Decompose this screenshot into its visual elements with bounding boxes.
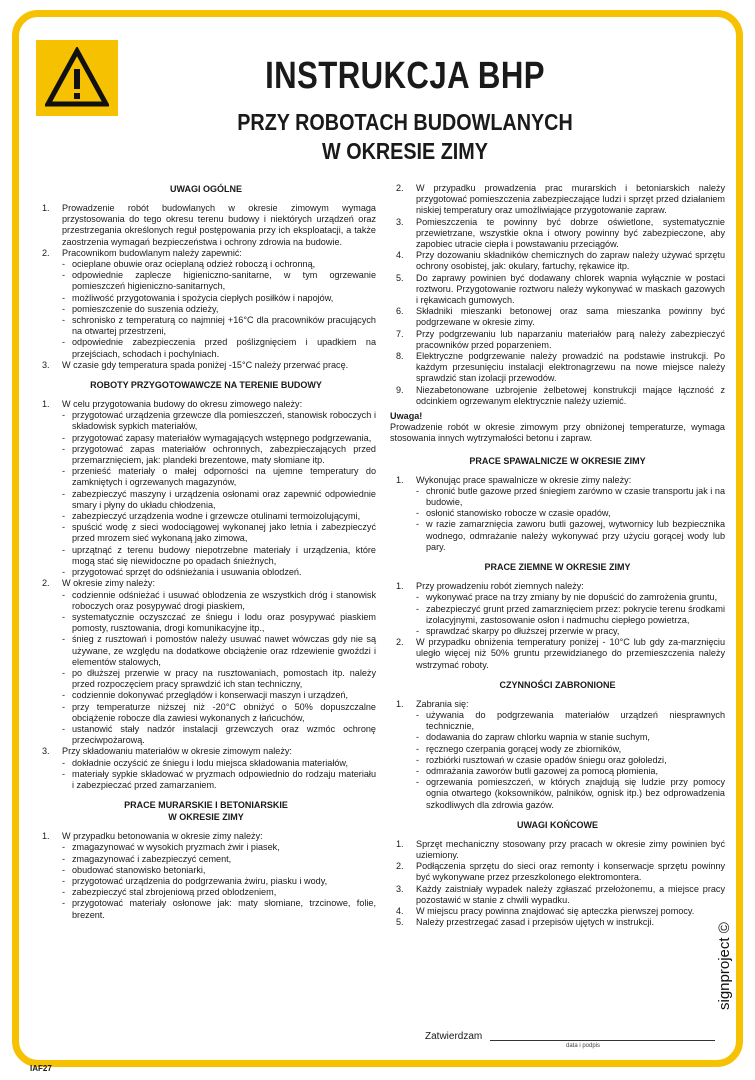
list-item	[390, 917, 725, 928]
list-item	[390, 839, 725, 861]
dash-bullet: -	[62, 634, 66, 645]
sub-item-text: ocieplane obuwie oraz ocieplaną odzież roboczą i ochronną,	[72, 259, 316, 270]
sub-item	[62, 304, 376, 315]
sub-item-text: śnieg z rusztowań i pomostów należy usuwać nawet wówczas gdy nie są używane, ze względu na dodatkowe obciążenie oraz rdzewienie gwoździ i elementów stalowych,	[72, 634, 376, 667]
item-text-wrap	[416, 329, 725, 351]
item-text: Pomieszczenia te powinny być dobrze oświetlone, systematycznie przewietrzane, wszystkie okna i otwory powinny być zabezpieczone, aby zapobiec utracie ciepła i powstawaniu przeciągów.	[416, 216, 725, 250]
sub-item-text: dodawania do zapraw chlorku wapnia w stanie suchym,	[426, 732, 650, 743]
sub-item	[62, 337, 376, 359]
subtitle-line: PRZY ROBOTACH BUDOWLANYCH	[237, 109, 573, 135]
dash-bullet: -	[62, 443, 66, 454]
list-item	[390, 273, 725, 307]
page-title: INSTRUKCJA BHP	[265, 55, 545, 97]
sub-item-text: systematycznie oczyszczać ze śniegu i lodu oraz posypywać piaskiem pomosty, rusztowania, drogi komunikacyjne itp.,	[72, 611, 376, 634]
sub-item	[62, 876, 376, 887]
item-text-wrap	[416, 250, 725, 272]
list-item	[390, 475, 725, 553]
sub-item	[62, 854, 376, 865]
sub-item-text: obudować stanowisko betoniarki,	[72, 864, 206, 875]
item-text-wrap	[416, 273, 725, 307]
sub-item-text: używania do podgrzewania materiałów urządzeń niesprawnych technicznie,	[426, 709, 725, 732]
dash-bullet: -	[62, 875, 66, 886]
sub-item	[62, 259, 376, 270]
dash-bullet: -	[62, 270, 66, 281]
dash-bullet: -	[62, 864, 66, 875]
item-text: Przy podgrzewaniu lub naparzaniu materiałów parą należy zabezpieczyć pracowników przed poparzeniem.	[416, 328, 725, 350]
sub-item	[62, 466, 376, 488]
sub-item	[416, 486, 725, 508]
sub-item	[62, 590, 376, 612]
item-number: 4.	[396, 905, 404, 916]
sub-item	[62, 702, 376, 724]
sub-item-text: codziennie odśnieżać i usuwać oblodzenia ze wszystkich dróg i stanowisk roboczych oraz posypywać drogi piaskiem,	[72, 589, 376, 611]
list-item	[390, 385, 725, 407]
dash-bullet: -	[416, 765, 420, 776]
dash-bullet: -	[416, 519, 420, 530]
right-column-sections	[390, 455, 725, 929]
sub-item-text: ogrzewania pomieszczeń, w których znajdują się ludzie przy pomocy ognia otwartego (koksowników, palników, ognisk itp.) bez odprowadzenia szkodliwych dla zdrowia gazów.	[426, 777, 725, 810]
warning-sign	[36, 40, 118, 116]
item-text: Należy przestrzegać zasad i przepisów ujętych w instrukcji.	[416, 917, 655, 928]
item-number: 2.	[396, 637, 404, 648]
sub-item	[416, 732, 725, 743]
sub-item-text: odpowiednie zabezpieczenia przed poślizgnięciem i upadkiem na przejściach, schodach i pochylniach.	[72, 337, 376, 359]
sub-item	[416, 592, 725, 603]
sub-item	[416, 604, 725, 626]
sub-item-text: codziennie dokonywać przeglądów i konserwacji maszyn i urządzeń,	[72, 690, 348, 701]
list-item	[390, 884, 725, 906]
item-text: Przy składowaniu materiałów w okresie zimowym należy:	[62, 746, 292, 757]
list-item	[390, 581, 725, 637]
right-column-list	[390, 183, 725, 407]
sub-item	[62, 690, 376, 701]
list-item	[390, 906, 725, 917]
sub-item-text: przygotować zapasy materiałów wymagających wstępnego podgrzewania,	[72, 432, 372, 443]
sub-item	[416, 777, 725, 811]
dash-bullet: -	[62, 842, 66, 853]
dash-bullet: -	[416, 625, 420, 636]
sub-item-text: przygotować urządzenia grzewcze dla pomieszczeń, stanowisk roboczych i składowisk sypkich materiałów,	[72, 410, 376, 432]
list-item	[390, 699, 725, 811]
item-text-wrap	[62, 399, 376, 578]
dash-bullet: -	[62, 768, 66, 779]
item-text: Elektryczne podgrzewanie należy prowadzić na podstawie instrukcji. Po każdym przesunięciu instalacji elektronagrzewu na nowe miejsce należy sprawdzić stan izolacji przewodów.	[416, 351, 725, 384]
sub-item-text: przenieść materiały o małej odporności na ujemne temperatury do zamkniętych i ogrzewanych magazynów,	[72, 466, 376, 488]
item-text-wrap	[62, 360, 376, 371]
list-item	[390, 351, 725, 385]
sub-item-text: sprawdzać skarpy po dłuższej przerwie w pracy,	[426, 625, 620, 636]
left-column	[36, 183, 376, 921]
signature-line	[490, 1040, 715, 1041]
sub-item	[416, 710, 725, 732]
dash-bullet: -	[416, 603, 420, 614]
item-number: 2.	[396, 861, 404, 872]
sub-item	[62, 410, 376, 432]
sub-item-text: zabezpieczyć urządzenia wodne i grzewcze otulinami termoizolującymi,	[72, 511, 361, 522]
item-number: 8.	[396, 351, 404, 362]
sub-item-text: ustanowić stały nadzór instalacji grzewczych oraz wzmóc ochronę przeciwpożarową.	[72, 723, 376, 746]
item-text-wrap	[62, 248, 376, 360]
item-text: Wykonując prace spawalnicze w okresie zimy należy:	[416, 474, 632, 485]
list-item	[390, 637, 725, 671]
sub-item	[62, 433, 376, 444]
dash-bullet: -	[62, 259, 66, 270]
item-text-wrap	[416, 839, 725, 861]
sub-item-text: wykonywać prace na trzy zmiany by nie dopuścić do zamrożenia gruntu,	[426, 592, 718, 603]
sub-item	[62, 567, 376, 578]
sub-item	[62, 489, 376, 511]
dash-bullet: -	[62, 511, 66, 522]
sub-item	[62, 612, 376, 634]
item-text: Każdy zaistniały wypadek należy zgłaszać przełożonemu, a miejsce pracy pozostawić w stanie z chwili wypadku.	[416, 883, 725, 905]
item-number: 2.	[42, 247, 50, 258]
item-text-wrap	[416, 906, 725, 917]
item-text-wrap	[416, 699, 725, 811]
sub-item-text: zabezpieczyć maszyny i urządzenia osłonami oraz zapewnić odpowiednie smary i płyny do układu chłodzenia,	[72, 488, 376, 510]
dash-bullet: -	[62, 292, 66, 303]
item-text: Przy dozowaniu składników chemicznych do zapraw należy używać sprzętu ochrony osobistej, jak: okulary, fartuchy, rękawice itp.	[416, 250, 725, 272]
subtitle-line: W OKRESIE ZIMY	[322, 138, 488, 164]
dash-bullet: -	[62, 522, 66, 533]
item-number: 1.	[42, 831, 50, 842]
dash-bullet: -	[416, 592, 420, 603]
item-text-wrap	[62, 746, 376, 791]
dash-bullet: -	[62, 466, 66, 477]
sub-item-text: dokładnie oczyścić ze śniegu i lodu miejsca składowania materiałów,	[72, 757, 348, 768]
list-item	[36, 248, 376, 360]
sub-item	[62, 634, 376, 668]
item-text: W przypadku betonowania w okresie zimy należy:	[62, 831, 263, 842]
list-item	[36, 578, 376, 746]
section-heading: PRACE MURARSKIE I BETONIARSKIE W OKRESIE ZIMY	[124, 800, 288, 823]
item-text-wrap	[416, 306, 725, 328]
item-text: Do zaprawy powinien być dodawany chlorek wapnia wyłącznie w postaci roztworu. Przygotowanie roztworu należy wykonywać w maskach gazowych i rękawicach gumowych.	[416, 272, 725, 306]
item-text: W celu przygotowania budowy do okresu zimowego należy:	[62, 399, 303, 410]
dash-bullet: -	[416, 754, 420, 765]
note-text: Prowadzenie robót w okresie zimowym przy obniżonej temperaturze, wymaga stosowania innych wytrzymałości betonu i zapraw.	[390, 422, 725, 444]
section-heading: CZYNNOŚCI ZABRONIONE	[499, 679, 616, 690]
section-heading: UWAGI KOŃCOWE	[517, 819, 598, 830]
item-text: Niezabetonowane uzbrojenie żelbetowej konstrukcji mające łączność z odcinkiem ogrzewanym elektrycznie należy uziemić.	[416, 384, 725, 406]
item-text-wrap	[416, 351, 725, 385]
item-text-wrap	[416, 475, 725, 553]
dash-bullet: -	[62, 690, 66, 701]
sub-item-text: osłonić stanowisko robocze w czasie opadów,	[426, 508, 611, 519]
dash-bullet: -	[62, 589, 66, 600]
item-text: Sprzęt mechaniczny stosowany przy pracach w okresie zimy powinien być uziemiony.	[416, 838, 725, 860]
item-text: Przy prowadzeniu robót ziemnych należy:	[416, 581, 584, 592]
item-text: W okresie zimy należy:	[62, 578, 155, 589]
item-text-wrap	[62, 831, 376, 921]
sub-item	[62, 887, 376, 898]
item-number: 5.	[396, 272, 404, 283]
dash-bullet: -	[62, 303, 66, 314]
item-text-wrap	[416, 581, 725, 637]
sub-item	[62, 270, 376, 292]
dash-bullet: -	[62, 757, 66, 768]
sub-item-text: zabezpieczyć grunt przed zamarznięciem przez: pokrycie terenu środkami izolacyjnymi, zastosowanie osłon i nadmuchu ciepłego powietrza,	[426, 603, 725, 625]
item-text: W przypadku obniżenia temperatury poniżej - 10°C lub gdy za-marznięciu uległo więcej niż 50% gruntu przewidzianego do przemieszczenia należy wstrzymać roboty.	[416, 637, 725, 670]
dash-bullet: -	[62, 667, 66, 678]
item-number: 1.	[42, 399, 50, 410]
item-number: 2.	[396, 183, 404, 193]
dash-bullet: -	[62, 723, 66, 734]
item-number: 4.	[396, 250, 404, 261]
sub-item-text: przygotować sprzęt do odśnieżania i usuwania oblodzeń.	[72, 567, 302, 578]
dash-bullet: -	[62, 315, 66, 326]
item-number: 5.	[396, 917, 404, 928]
sub-item	[416, 626, 725, 637]
page-subtitle	[160, 108, 650, 166]
sub-item	[62, 444, 376, 466]
sub-item	[62, 293, 376, 304]
dash-bullet: -	[62, 898, 66, 909]
sub-item-text: uprzątnąć z terenu budowy niepotrzebne materiały i urządzenia, które mogą stać się niewidoczne po opadach śnieżnych,	[72, 544, 376, 566]
sub-item-text: rozbiórki rusztowań w czasie opadów śniegu oraz gołoledzi,	[426, 754, 667, 765]
dash-bullet: -	[416, 732, 420, 743]
list-item	[36, 360, 376, 371]
item-text-wrap	[416, 917, 725, 928]
sub-item-text: spuścić wodę z sieci wodociągowej wykonanej jako letnia i zabezpieczyć przed mrozem sieć wykonaną jako zimowa,	[72, 522, 376, 544]
dash-bullet: -	[62, 337, 66, 348]
sub-item-text: odmrażania zaworów butli gazowej za pomocą płomienia,	[426, 765, 659, 776]
item-text: Zabrania się:	[416, 698, 469, 709]
list-item	[390, 217, 725, 251]
sub-item	[416, 744, 725, 755]
section-heading: PRACE ZIEMNE W OKRESIE ZIMY	[484, 562, 631, 573]
dash-bullet: -	[62, 567, 66, 578]
brand-logo: signproject ©	[716, 922, 733, 1010]
item-number: 1.	[396, 838, 404, 849]
warning-triangle-icon	[45, 47, 109, 109]
list-item	[390, 250, 725, 272]
item-text-wrap	[416, 183, 725, 217]
item-number: 9.	[396, 384, 404, 395]
list-item	[390, 861, 725, 883]
sub-item-text: w razie zamarznięcia zaworu butli gazowej, wytwornicy lub bezpiecznika wodnego, odmrażanie należy wykonywać przy użyciu gorącej wody lub pary.	[426, 519, 725, 552]
right-column	[390, 183, 725, 928]
sub-item-text: przygotować materiały osłonowe jak: maty słomiane, trzcinowe, folie, brezent.	[72, 898, 376, 920]
item-number: 1.	[42, 203, 50, 213]
sub-item	[416, 519, 725, 553]
item-text-wrap	[416, 884, 725, 906]
section-heading: ROBOTY PRZYGOTOWAWCZE NA TERENIE BUDOWY	[90, 380, 322, 391]
section-heading: PRACE SPAWALNICZE W OKRESIE ZIMY	[469, 455, 646, 466]
sub-item-text: zmagazynować w wysokich pryzmach żwir i piasek,	[72, 842, 280, 853]
sub-item	[62, 724, 376, 746]
dash-bullet: -	[62, 853, 66, 864]
item-text: W czasie gdy temperatura spada poniżej -15°C należy przerwać pracę.	[62, 359, 349, 370]
sub-item-text: schronisko z temperaturą co najmniej +16°C dla pracowników pracujących na otwartej przestrzeni,	[72, 315, 376, 337]
sub-item-text: po dłuższej przerwie w pracy na rusztowaniach, pomostach itp. należy przed rozpoczęciem pracy sprawdzić ich stan techniczny,	[72, 667, 376, 690]
approved-label: Zatwierdzam	[425, 1031, 483, 1042]
note-title: Uwaga!	[390, 411, 423, 422]
sub-item	[62, 758, 376, 769]
sub-item-text: zabezpieczyć stal zbrojeniową przed oblodzeniem,	[72, 887, 277, 898]
sub-item-text: zmagazynować i zabezpieczyć cement,	[72, 853, 232, 864]
dash-bullet: -	[416, 508, 420, 519]
sub-item-text: przygotować urządzenia do podgrzewania żwiru, piasku i wody,	[72, 875, 328, 886]
sub-item	[62, 511, 376, 522]
dash-bullet: -	[62, 887, 66, 898]
sub-item-text: przy temperaturze niższej niż -20°C obniżyć o 50% dopuszczalne obciążenie robocze dla zawiesi wykonanych z łańcuchów,	[72, 701, 376, 723]
sub-item-text: przygotować zapas materiałów ochronnych, zabezpieczających przed przemarznięciem, jak: plandeki brezentowe, maty słomiane itp.	[72, 443, 376, 466]
sub-item-text: odpowiednie zaplecze higieniczno-sanitarne, w tym ogrzewanie pomieszczeń higieniczno-sanitarnych,	[72, 270, 376, 292]
sub-item	[62, 898, 376, 920]
item-number: 3.	[396, 216, 404, 227]
item-text: W przypadku prowadzenia prac murarskich i betoniarskich należy przygotować pomieszczenia zabezpieczające ludzi i sprzęt przed działaniem niskiej temperatury oraz umożliwiające przygotowanie zapraw.	[416, 183, 725, 216]
list-item	[36, 399, 376, 578]
sub-item	[416, 508, 725, 519]
sub-item	[62, 668, 376, 690]
item-text: Podłączenia sprzętu do sieci oraz remonty i konserwacje sprzętu powinny być wykonywane przez przeszkolonego elektromontera.	[416, 861, 725, 883]
item-text-wrap	[416, 385, 725, 407]
dash-bullet: -	[62, 432, 66, 443]
dash-bullet: -	[62, 611, 66, 622]
sub-item	[62, 522, 376, 544]
dash-bullet: -	[62, 701, 66, 712]
item-text-wrap	[62, 578, 376, 746]
dash-bullet: -	[62, 488, 66, 499]
item-text: Pracownikom budowlanym należy zapewnić:	[62, 247, 242, 258]
sub-item-text: chronić butle gazowe przed śniegiem zarówno w czasie transportu jak i na budowie,	[426, 485, 725, 508]
sub-item	[416, 766, 725, 777]
dash-bullet: -	[416, 777, 420, 788]
item-text: Prowadzenie robót budowlanych w okresie zimowym wymaga przystosowania do tego okresu terenu budowy i niektórych urządzeń oraz przestrzegania określonych reguł postępowania przy ich eksploatacji, a także zaostrzenia wymagań bezpieczeństwa i ochrony zdrowia na budowie.	[62, 203, 376, 247]
sub-item	[62, 865, 376, 876]
dash-bullet: -	[416, 743, 420, 754]
list-item	[36, 831, 376, 921]
list-item	[36, 203, 376, 248]
dash-bullet: -	[416, 485, 420, 496]
product-code: IAF27	[30, 1064, 52, 1073]
item-number: 3.	[396, 883, 404, 894]
item-number: 1.	[396, 581, 404, 592]
list-item	[390, 306, 725, 328]
list-item	[36, 746, 376, 791]
sub-item-text: materiały sypkie składować w pryzmach odpowiednio do rodzaju materiału i zabezpieczać przed zamarzaniem.	[72, 768, 376, 790]
sub-item-text: ręcznego czerpania gorącej wody ze zbiorników,	[426, 743, 622, 754]
item-text-wrap	[416, 861, 725, 883]
item-number: 2.	[42, 578, 50, 589]
list-item	[390, 329, 725, 351]
sub-item	[62, 769, 376, 791]
item-number: 7.	[396, 328, 404, 339]
item-number: 6.	[396, 306, 404, 317]
item-number: 3.	[42, 359, 50, 370]
dash-bullet: -	[416, 709, 420, 720]
item-text-wrap	[62, 203, 376, 248]
sub-item	[62, 842, 376, 853]
section-heading: UWAGI OGÓLNE	[170, 184, 242, 194]
sub-item-text: możliwość przygotowania i spożycia ciepłych posiłków i napojów,	[72, 292, 334, 303]
item-number: 1.	[396, 698, 404, 709]
list-item	[390, 183, 725, 217]
dash-bullet: -	[62, 544, 66, 555]
sub-item	[416, 755, 725, 766]
dash-bullet: -	[62, 410, 66, 421]
sub-item	[62, 545, 376, 567]
item-text-wrap	[416, 217, 725, 251]
item-number: 3.	[42, 746, 50, 757]
item-text: W miejscu pracy powinna znajdować się apteczka pierwszej pomocy.	[416, 905, 695, 916]
sub-item-text: pomieszczenie do suszenia odzieży,	[72, 303, 219, 314]
sub-item	[62, 315, 376, 337]
date-caption: data i podpis	[566, 1043, 601, 1049]
item-text: Składniki mieszanki betonowej oraz sama mieszanka powinny być podgrzewane w okresie zimy.	[416, 306, 725, 328]
item-text-wrap	[416, 637, 725, 671]
item-number: 1.	[396, 474, 404, 485]
